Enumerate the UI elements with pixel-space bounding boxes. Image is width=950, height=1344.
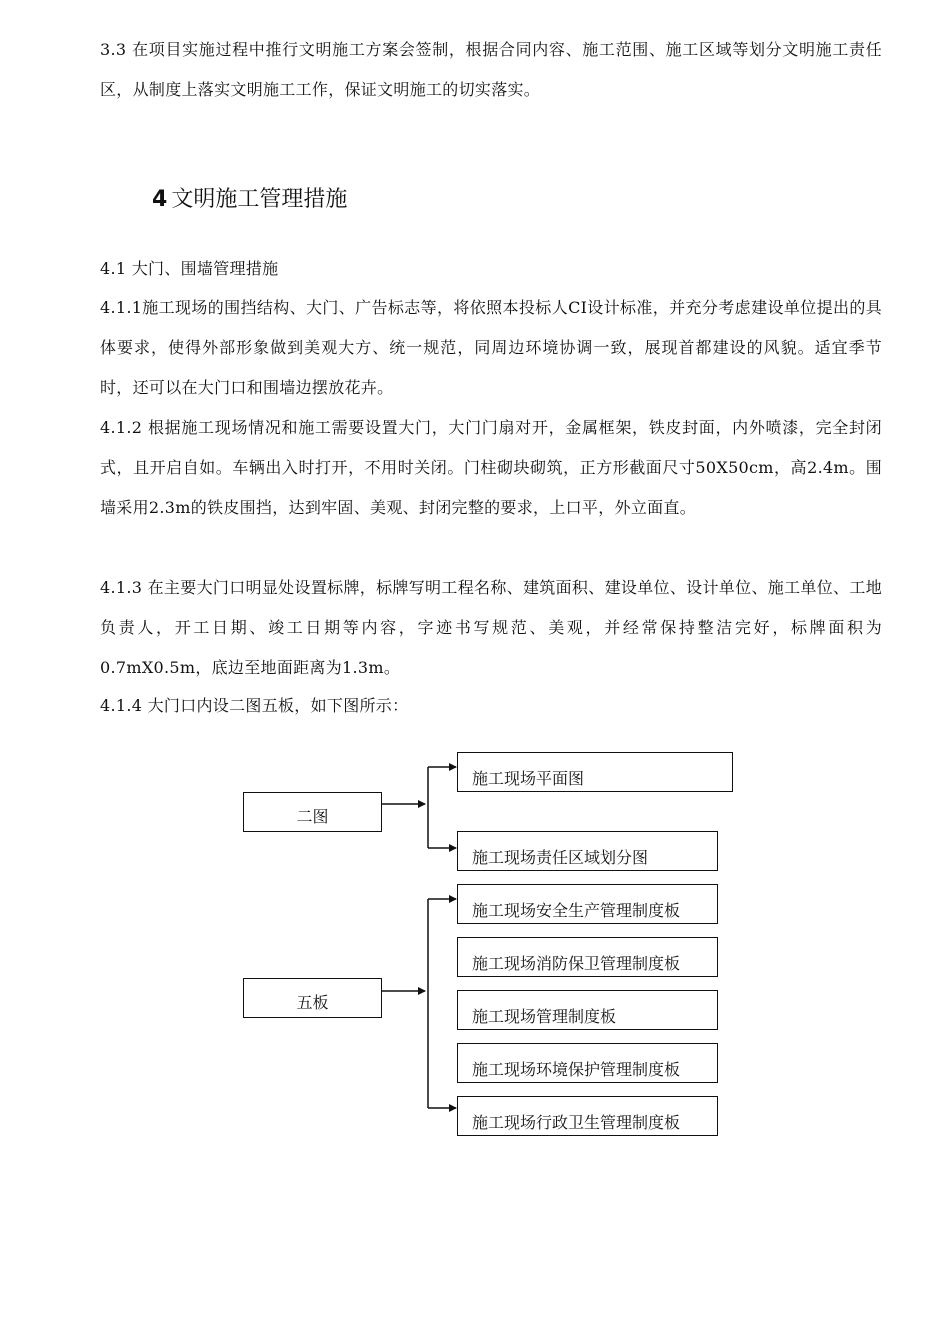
paragraph-4-1-2: 4.1.2 根据施工现场情况和施工需要设置大门，大门门扇对开，金属框架，铁皮封面，内外喷漆，完全封闭式，且开启自如。车辆出入时打开，不用时关闭。门柱砌块砌筑，正方形截面尺寸50X50cm，高2.4m。围墙采用2.3m的铁皮围挡，达到牢固、美观、封闭完整的要求，上口平，外立面直。 xyxy=(100,418,882,517)
heading-number: 4 xyxy=(152,187,168,212)
item-management-board: 施工现场管理制度板 xyxy=(457,990,718,1030)
paragraph-4-1-3: 4.1.3 在主要大门口明显处设置标牌，标牌写明工程名称、建筑面积、建设单位、设计单位、施工单位、工地负责人，开工日期、竣工日期等内容，字迹书写规范、美观，并经常保持整洁完好，标牌面积为0.7mX0.5m，底边至地面距离为1.3m。 xyxy=(100,578,882,677)
item-environment-board: 施工现场环境保护管理制度板 xyxy=(457,1043,718,1083)
item-responsibility-zone-map: 施工现场责任区域划分图 xyxy=(457,831,718,871)
paragraph-3-3: 3.3 在项目实施过程中推行文明施工方案会签制，根据合同内容、施工范围、施工区域等划分文明施工责任区，从制度上落实文明施工工作，保证文明施工的切实落实。 xyxy=(100,40,882,99)
heading-title: 文明施工管理措施 xyxy=(171,187,348,212)
paragraph-4-1-4: 4.1.4 大门口内设二图五板，如下图所示： xyxy=(100,696,409,715)
item-site-plan: 施工现场平面图 xyxy=(457,752,733,792)
box-five-boards: 五板 xyxy=(243,978,382,1018)
paragraph-4-1-1: 4.1.1施工现场的围挡结构、大门、广告标志等，将依照本投标人CI设计标准，并充分考虑建设单位提出的具体要求，使得外部形象做到美观大方、统一规范，同周边环境协调一致，展现首都建设的风貌。适宜季节时，还可以在大门口和围墙边摆放花卉。 xyxy=(100,298,882,397)
item-safety-board: 施工现场安全生产管理制度板 xyxy=(457,884,718,924)
item-fire-security-board: 施工现场消防保卫管理制度板 xyxy=(457,937,718,977)
item-hygiene-board: 施工现场行政卫生管理制度板 xyxy=(457,1096,718,1136)
box-two-diagrams: 二图 xyxy=(243,792,382,832)
subsection-4-1: 4.1 大门、围墙管理措施 xyxy=(100,259,279,278)
